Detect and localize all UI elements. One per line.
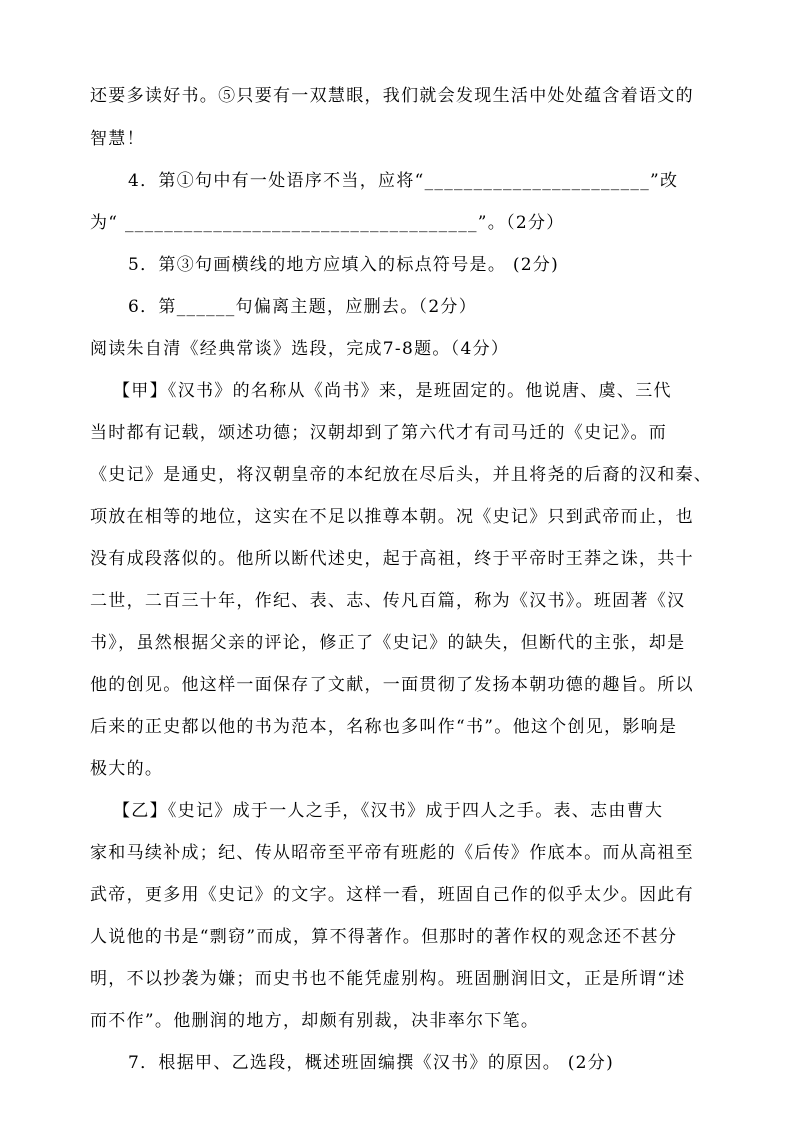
- reading-instruction: 阅读朱自清《经典常谈》选段，完成7-8题。（4分）: [90, 339, 510, 359]
- passage-jia-line: 极大的。: [90, 759, 164, 779]
- passage-jia-line: 没有成段落似的。他所以断代述史，起于高祖，终于平帝时王莽之诛，共十: [90, 549, 694, 569]
- passage-jia-line: 【甲】《汉书》的名称从《尚书》来，是班固定的。他说唐、虞、三代: [113, 381, 672, 401]
- question-6-line: 6．第______句偏离主题，应删去。（2分）: [128, 297, 478, 317]
- passage-yi-line: 【乙】《史记》成于一人之手，《汉书》成于四人之手。表、志由曹大: [113, 801, 664, 821]
- question-4-line: 4．第①句中有一处语序不当，应将“_______________________”改: [128, 171, 679, 191]
- passage-yi-line: 武帝，更多用《史记》的文字。这样一看，班固自己作的似乎太少。因此有: [90, 885, 694, 905]
- passage-yi-line: 人说他的书是“剽窃”而成，算不得著作。但那时的著作权的观念还不甚分: [90, 927, 678, 947]
- question-7-line: 7．根据甲、乙选段，概述班固编撰《汉书》的原因。 (2分): [128, 1053, 614, 1073]
- text-line: 还要多读好书。⑤只要有一双慧眼，我们就会发现生活中处处蕴含着语文的: [90, 86, 694, 106]
- passage-jia-line: 当时都有记载，颂述功德；汉朝却到了第六代才有司马迁的《史记》。而: [90, 423, 668, 443]
- text-line: 智慧！: [90, 129, 145, 149]
- passage-jia-line: 他的创见。他这样一面保存了文献，一面贯彻了发扬本朝功德的趣旨。所以: [90, 675, 694, 695]
- passage-jia-line: 二世，二百三十年，作纪、表、志、传凡百篇，称为《汉书》。班固著《汉: [90, 591, 686, 611]
- question-5-line: 5．第③句画横线的地方应填入的标点符号是。 (2分): [128, 255, 560, 275]
- passage-jia-line: 项放在相等的地位，这实在不足以推尊本朝。况《史记》只到武帝而止，也: [90, 507, 694, 527]
- passage-jia-line: 《史记》是通史，将汉朝皇帝的本纪放在尽后头，并且将尧的后裔的汉和秦、: [90, 465, 713, 485]
- passage-yi-line: 而不作”。他删润的地方，却颇有别裁，决非率尔下笔。: [90, 1011, 540, 1031]
- passage-yi-line: 明，不以抄袭为嫌；而史书也不能凭虚别构。班固删润旧文，正是所谓“述: [90, 969, 686, 989]
- passage-yi-line: 家和马续补成；纪、传从昭帝至平帝有班彪的《后传》作底本。而从高祖至: [90, 843, 694, 863]
- question-4-line: 为“ ____________________________________”。（2分）: [90, 213, 565, 233]
- passage-jia-line: 书》，虽然根据父亲的评论，修正了《史记》的缺失，但断代的主张，却是: [90, 633, 686, 653]
- passage-jia-line: 后来的正史都以他的书为范本，名称也多叫作“书”。他这个创见，影响是: [90, 717, 678, 737]
